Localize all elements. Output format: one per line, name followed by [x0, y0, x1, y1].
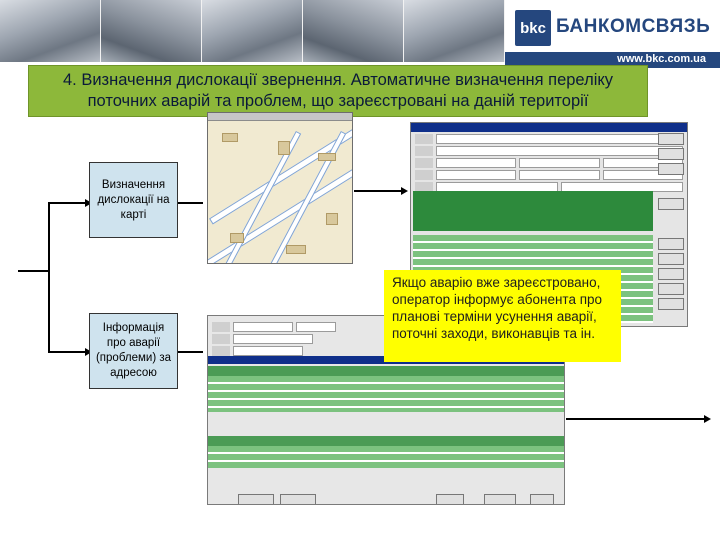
list-button[interactable]: [238, 494, 274, 505]
flow-line: [18, 270, 48, 272]
map-toolbar: [208, 113, 353, 121]
arrow-icon: [704, 415, 711, 423]
flow-line: [48, 202, 86, 204]
logo-mark: bkc: [515, 10, 551, 46]
flow-line: [566, 418, 706, 420]
header-banner: [0, 0, 720, 72]
form-titlebar: [411, 123, 687, 132]
map-building: [326, 213, 338, 225]
brand-name: БАНКОМСВЯЗЬ: [556, 16, 711, 37]
photo-strip: [0, 0, 505, 62]
form-row: [415, 158, 683, 168]
side-button[interactable]: [658, 198, 684, 210]
side-button[interactable]: [658, 238, 684, 250]
form-row: [415, 134, 683, 144]
list-rows: [208, 376, 565, 412]
list-button[interactable]: [530, 494, 554, 505]
arrow-icon: [401, 187, 408, 195]
flow-line: [48, 351, 86, 353]
detail-header: [208, 436, 565, 446]
list-button[interactable]: [484, 494, 516, 505]
step-locate-label: Визначення дислокації на карті: [97, 178, 170, 221]
form-row: [415, 146, 683, 156]
photo-1: [0, 0, 101, 62]
side-button[interactable]: [658, 283, 684, 295]
side-button[interactable]: [658, 133, 684, 145]
site-url[interactable]: www.bkc.com.ua: [617, 53, 706, 65]
photo-3: [202, 0, 303, 62]
map-building: [318, 153, 336, 161]
flow-line: [354, 190, 402, 192]
map-building: [286, 245, 306, 254]
photo-4: [303, 0, 404, 62]
form-row: [415, 170, 683, 180]
side-button[interactable]: [658, 163, 684, 175]
step-info-label: Інформація про аварії (проблеми) за адресою: [95, 322, 172, 379]
flow-line: [178, 351, 203, 353]
map-building: [230, 233, 244, 243]
form-grid: [413, 191, 653, 231]
step-locate-box: [89, 162, 178, 238]
flow-line: [48, 202, 50, 352]
side-button[interactable]: [658, 268, 684, 280]
photo-2: [101, 0, 202, 62]
list-button[interactable]: [280, 494, 316, 505]
detail-rows: [208, 446, 565, 468]
step-info-box: [89, 313, 178, 389]
callout-text: Якщо аварію вже зареєстровано, оператор інформує абонента про планові терміни усунення аварії, поточні заходи, виконавців та ін.: [392, 275, 603, 341]
slide-title: 4. Визначення дислокації звернення. Автоматичне визначення переліку поточних аварій та проблем, що зареєстровані на даній території: [62, 71, 614, 110]
map-screenshot: [207, 112, 353, 264]
slide-title-box: [28, 65, 648, 117]
side-button[interactable]: [658, 148, 684, 160]
map-building: [278, 141, 290, 155]
map-building: [222, 133, 238, 142]
photo-5: [404, 0, 505, 62]
side-button[interactable]: [658, 253, 684, 265]
list-header: [208, 366, 565, 376]
flow-line: [178, 202, 203, 204]
side-button[interactable]: [658, 298, 684, 310]
list-button[interactable]: [436, 494, 464, 505]
callout-note: [384, 270, 621, 362]
